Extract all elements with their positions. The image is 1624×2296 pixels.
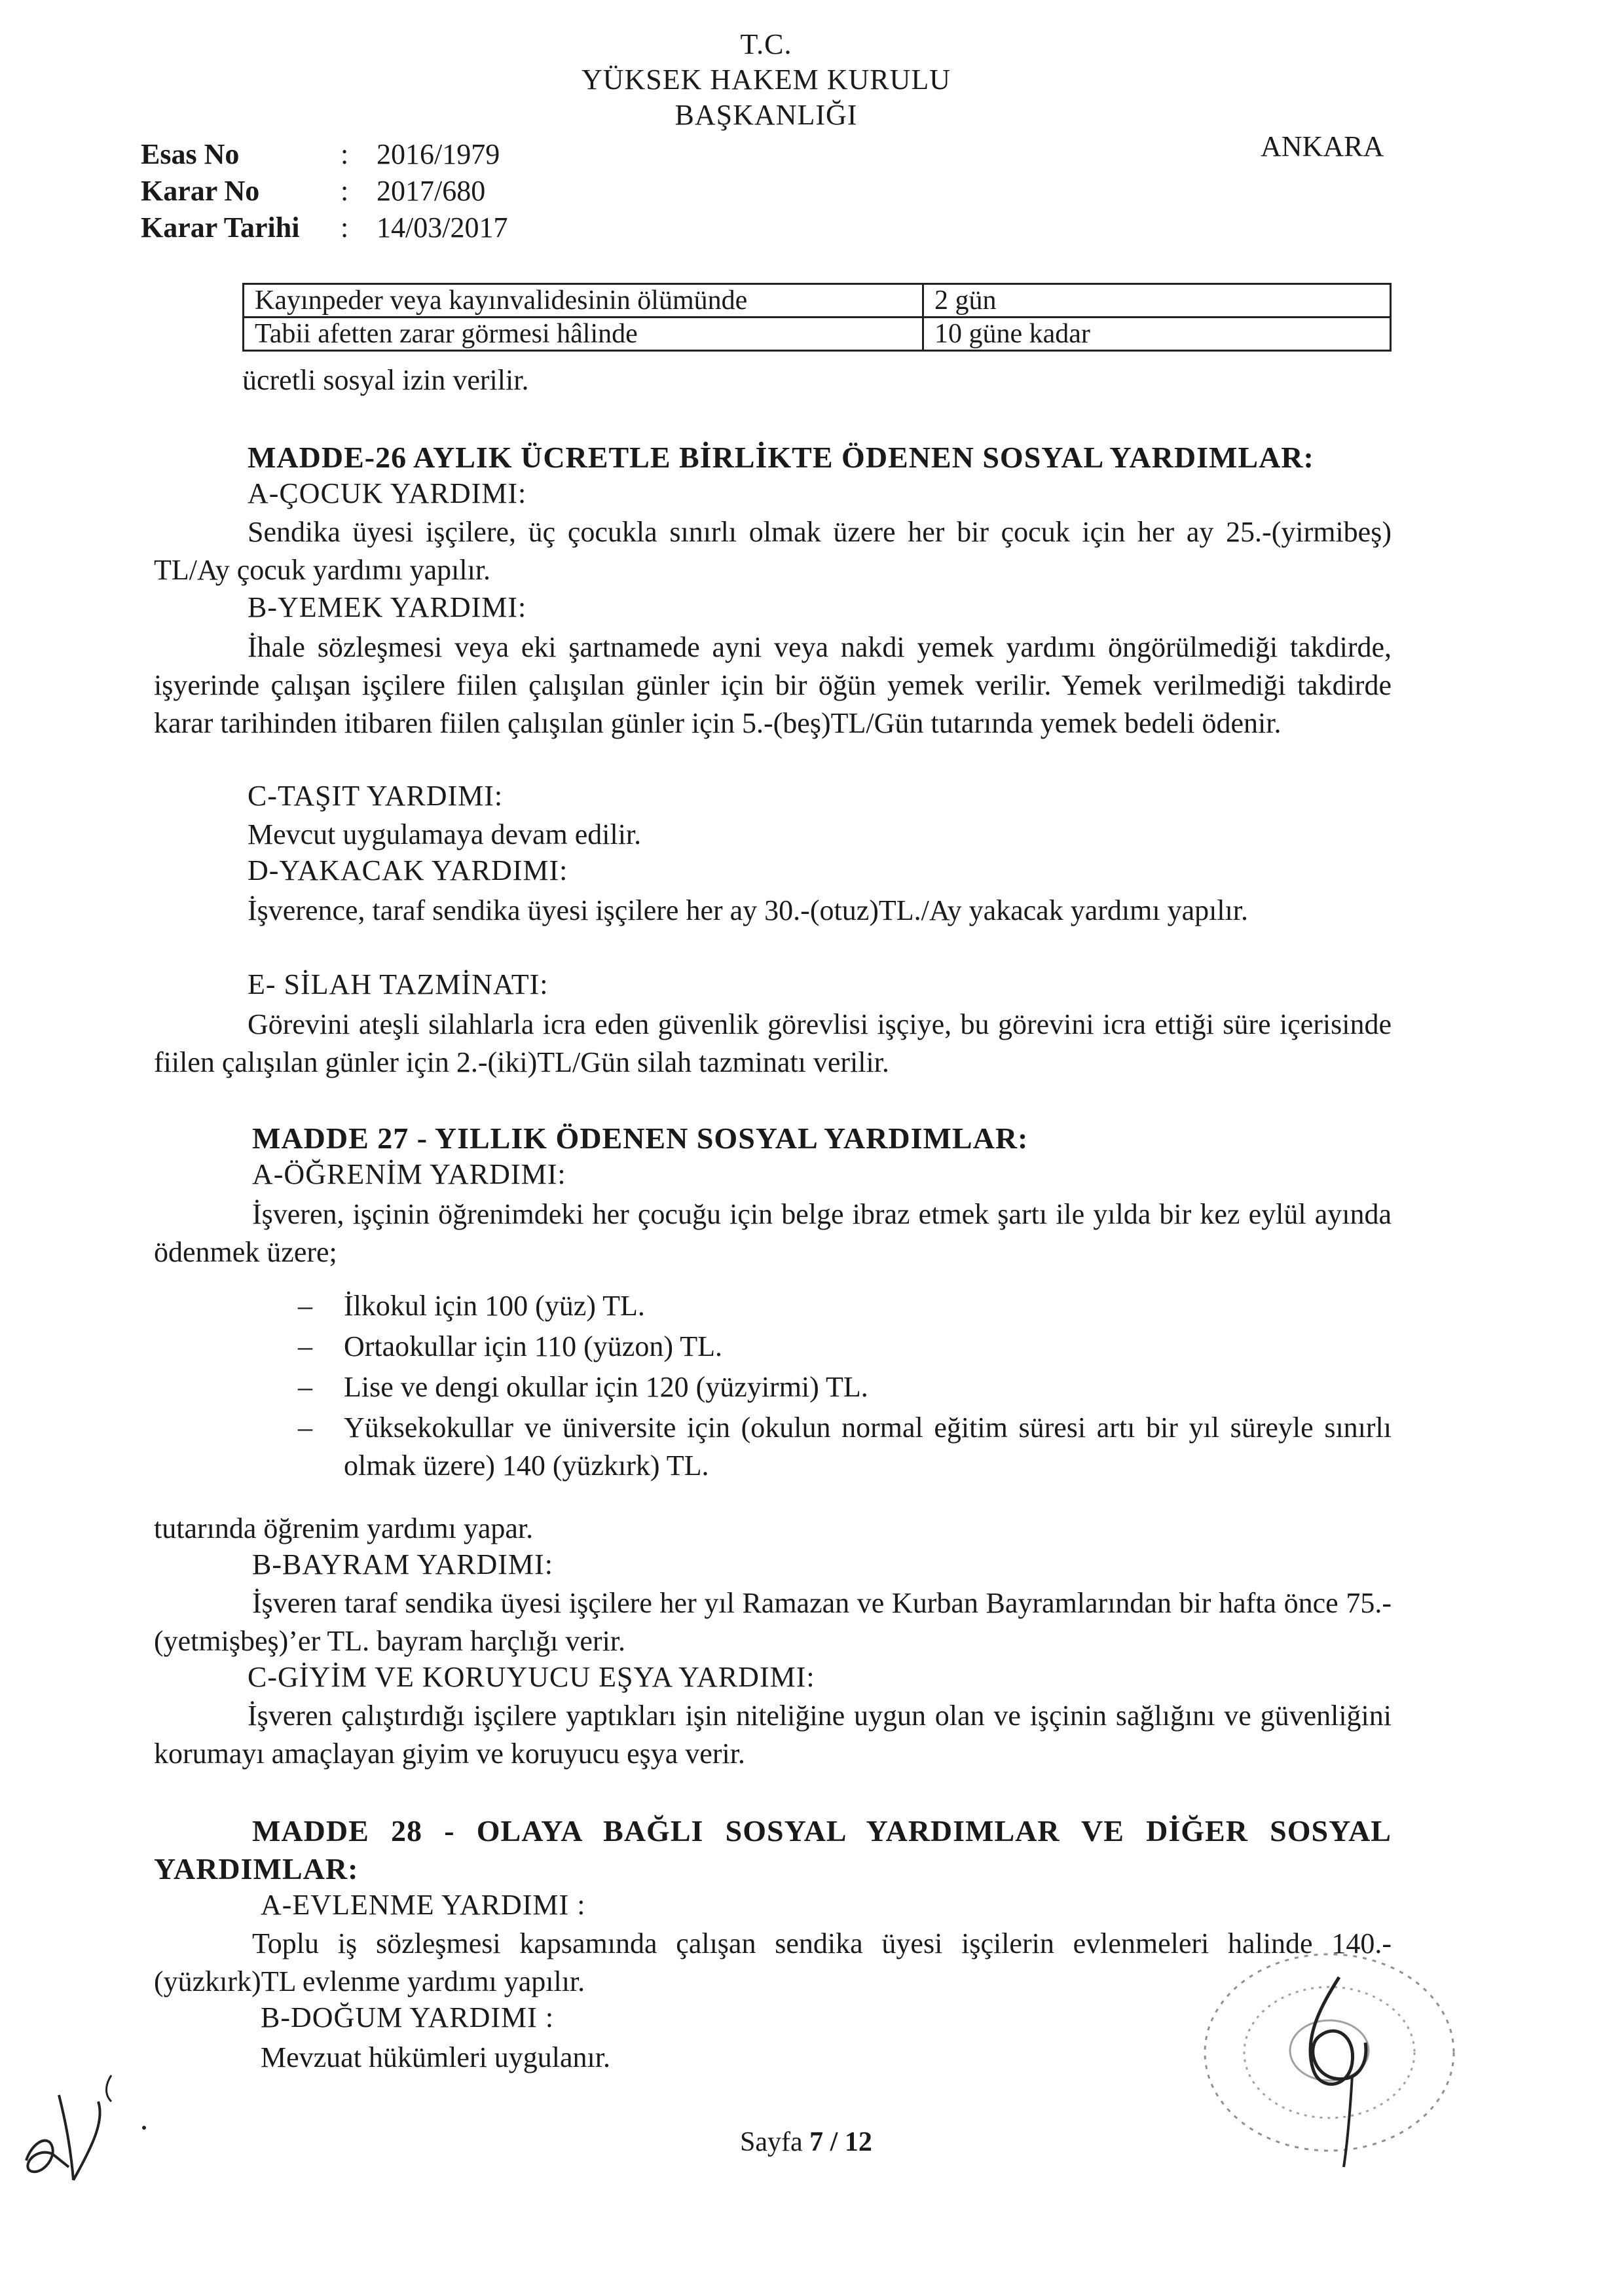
madde-27-c-text: İşveren çalıştırdığı işçilere yaptıkları işin niteliğine uygun olan ve işçinin sağlığını ve güvenliğini korumayı amaçlayan giyim ve koruyucu eşya verir. <box>154 1700 1392 1770</box>
dash-bullet: – <box>298 1371 312 1403</box>
dash-bullet: – <box>298 1290 312 1322</box>
list-item-text: İlkokul için 100 (yüz) TL. <box>344 1290 645 1322</box>
meta-value: 2016/1979 <box>377 138 500 170</box>
list-item <box>298 1409 1392 1487</box>
madde-26-b-title: B-YEMEK YARDIMI: <box>248 591 527 623</box>
madde-26-d-text: İşverence, taraf sendika üyesi işçilere her ay 30.-(otuz)TL./Ay yakacak yardımı yapılır. <box>248 894 1248 926</box>
madde-26-a-title: A-ÇOCUK YARDIMI: <box>248 477 527 509</box>
page-total: 12 <box>844 2127 872 2157</box>
madde-28-title: MADDE 28 - OLAYA BAĞLI SOSYAL YARDIMLAR VE DİĞER SOSYAL YARDIMLAR: <box>154 1814 1392 1886</box>
case-meta <box>141 137 534 249</box>
table-cell-days: 10 güne kadar <box>923 318 1391 351</box>
list-item-text: Yüksekokullar ve üniversite için (okulun normal eğitim süresi artı bir yıl süreyle sınırlı olmak üzere) 140 (yüzkırk) TL. <box>344 1412 1392 1482</box>
table-cell-event: Tabii afetten zarar görmesi hâlinde <box>244 318 923 351</box>
madde-27-a-title: A-ÖĞRENİM YARDIMI: <box>252 1158 566 1190</box>
madde-27-a-text: İşveren, işçinin öğrenimdeki her çocuğu için belge ibraz etmek şartı ile yılda bir kez eylül ayında ödenmek üzere; <box>154 1198 1392 1268</box>
madde-26-c-text: Mevcut uygulamaya devam edilir. <box>248 818 642 850</box>
official-stamp-icon <box>1172 1938 1480 2174</box>
leave-table <box>242 283 1392 352</box>
madde-28-b-title: B-DOĞUM YARDIMI : <box>261 2001 555 2033</box>
dash-bullet: – <box>298 1330 312 1362</box>
meta-key: Karar No <box>141 175 260 207</box>
madde-27-a-after: tutarında öğrenim yardımı yapar. <box>154 1512 534 1544</box>
table-cell-days: 2 gün <box>923 284 1391 318</box>
list-item-text: Lise ve dengi okullar için 120 (yüzyirmi) TL. <box>344 1371 868 1403</box>
table-row <box>244 284 1391 318</box>
header-city: ANKARA <box>1261 130 1384 162</box>
list-item <box>298 1287 1392 1326</box>
meta-row-karar <box>141 174 534 211</box>
header-line-court: YÜKSEK HAKEM KURULU <box>581 64 951 96</box>
page-current: 7 <box>809 2127 824 2157</box>
list-item <box>298 1328 1392 1367</box>
dash-bullet: – <box>298 1412 312 1444</box>
madde-26-e-text: Görevini ateşli silahlarla icra eden güvenlik görevlisi işçiye, bu görevini icra ettiği süre içerisinde fiilen çalışılan günler için 2.-(iki)TL/Gün silah tazminatı verilir. <box>154 1008 1392 1078</box>
madde-27-c-title: C-GİYİM VE KORUYUCU EŞYA YARDIMI: <box>248 1661 815 1693</box>
madde-26-d-title: D-YAKACAK YARDIMI: <box>248 854 568 886</box>
madde-26-a-text: Sendika üyesi işçilere, üç çocukla sınırlı olmak üzere her bir çocuk için her ay 25.-(yirmibeş) TL/Ay çocuk yardımı yapılır. <box>154 516 1392 586</box>
meta-row-esas <box>141 137 534 174</box>
handwritten-initial-icon <box>13 2049 164 2200</box>
meta-row-tarih <box>141 211 534 247</box>
page-number <box>740 2126 872 2158</box>
meta-value: 14/03/2017 <box>377 211 508 244</box>
madde-27-b-text: İşveren taraf sendika üyesi işçilere her yıl Ramazan ve Kurban Bayramlarından bir hafta önce 75.-(yetmişbeş)’er TL. bayram harçlığı verir. <box>154 1587 1392 1657</box>
list-item <box>298 1368 1392 1408</box>
header-line-tc: T.C. <box>740 28 792 60</box>
madde-26-e-title: E- SİLAH TAZMİNATI: <box>248 968 549 1000</box>
madde-27-title: MADDE 27 - YILLIK ÖDENEN SOSYAL YARDIMLAR: <box>252 1121 1029 1155</box>
madde-26-title: MADDE-26 AYLIK ÜCRETLE BİRLİKTE ÖDENEN SOSYAL YARDIMLAR: <box>248 441 1314 474</box>
page-prefix: Sayfa <box>740 2127 810 2157</box>
meta-key: Karar Tarihi <box>141 211 300 244</box>
header-line-presidency: BAŞKANLIĞI <box>674 99 858 131</box>
meta-value: 2017/680 <box>377 175 486 207</box>
meta-separator: : <box>341 211 349 244</box>
page-separator: / <box>823 2127 845 2157</box>
madde-28-a-title: A-EVLENME YARDIMI : <box>261 1889 586 1921</box>
table-row <box>244 318 1391 351</box>
madde-28-b-text: Mevzuat hükümleri uygulanır. <box>261 2041 610 2073</box>
madde-27-b-title: B-BAYRAM YARDIMI: <box>252 1548 553 1580</box>
madde-26-b-text: İhale sözleşmesi veya eki şartnamede ayni veya nakdi yemek yardımı öngörülmediği takdirde, işyerinde çalışan işçilere fiilen çalışılan günler için bir öğün yemek verilir. Yemek verilmediği takdirde karar tarihinden itibaren fiilen çalışılan günler için 5.-(beş)TL/Gün tutarında yemek bedeli ödenir. <box>154 631 1392 739</box>
table-cell-event: Kayınpeder veya kayınvalidesinin ölümünde <box>244 284 923 318</box>
madde-26-c-title: C-TAŞIT YARDIMI: <box>248 780 504 812</box>
after-table-text: ücretli sosyal izin verilir. <box>242 364 529 396</box>
madde-28-a-text: Toplu iş sözleşmesi kapsamında çalışan sendika üyesi işçilerin evlenmeleri halinde 140.-(yüzkırk)TL evlenme yardımı yapılır. <box>154 1927 1392 1997</box>
meta-key: Esas No <box>141 138 240 170</box>
list-item-text: Ortaokullar için 110 (yüzon) TL. <box>344 1330 722 1362</box>
meta-separator: : <box>341 175 349 207</box>
meta-separator: : <box>341 138 349 170</box>
